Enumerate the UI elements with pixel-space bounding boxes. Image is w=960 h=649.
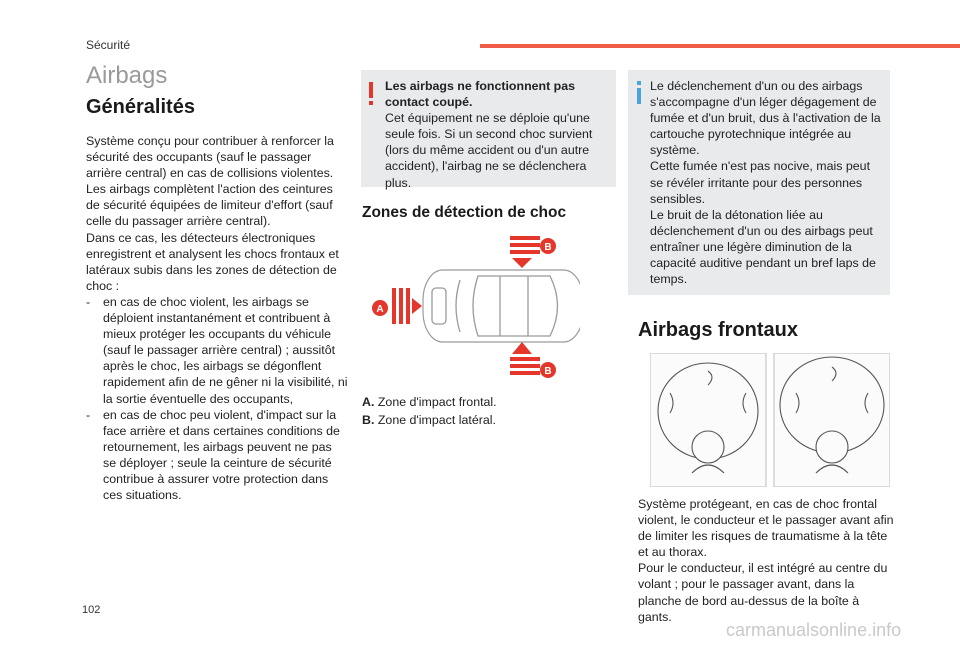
info-content (650, 78, 886, 287)
legend-text: Zone d'impact frontal. (377, 395, 497, 409)
legend-item (362, 394, 497, 410)
info-text-2: Cette fumée n'est pas nocive, mais peut se révéler irritante pour des personnes sensibles. (650, 159, 871, 206)
airbag-deployment-image (650, 353, 890, 487)
legend-text: Zone d'impact latéral. (377, 413, 496, 428)
section-label: Sécurité (86, 38, 131, 52)
info-icon (637, 88, 641, 104)
general-list (86, 294, 348, 503)
list-dash: - (86, 407, 91, 422)
label-b-top: B (544, 242, 552, 253)
watermark: carmanualsonline.info (726, 620, 902, 640)
legend-item (362, 412, 497, 428)
general-detail: Dans ce cas, les détecteurs électroniques enregistrent et analysent les chocs frontaux et latéraux subis dans les zones de détection de choc : (86, 230, 339, 293)
info-box (628, 70, 890, 295)
frontal-text-2: Pour le conducteur, il est intégré au centre du volant ; pour le passager avant, dans la planche de bord au-dessus de la boîte à gants. (638, 561, 888, 624)
list-item (86, 294, 348, 407)
frontal-body (638, 496, 894, 625)
warning-content (385, 78, 611, 191)
zones-legend (362, 394, 497, 430)
car-outline (423, 270, 580, 342)
general-intro: Système conçu pour contribuer à renforcer la sécurité des occupants (sauf le passager arrière central) en cas de collisions violentes. Les airbags complètent l'action des ceintures de sécurité équipées de limiteur d'effort (sauf celle du passager arrière central). (86, 134, 334, 229)
label-b-bottom: B (544, 366, 552, 377)
legend-key: A. (362, 395, 375, 409)
header-accent-bar (480, 44, 960, 48)
impact-arrows-top (510, 236, 540, 268)
page-title: Airbags (86, 62, 168, 89)
list-item (86, 407, 348, 504)
zones-heading: Zones de détection de choc (362, 204, 567, 221)
label-a: A (376, 304, 384, 315)
warning-box (361, 70, 616, 190)
legend-key: B. (362, 413, 375, 428)
impact-zones-diagram (360, 228, 580, 383)
info-icon-dot (637, 81, 641, 85)
list-item-text: en cas de choc violent, les airbags se déploient instantanément et contribuent à mieux protéger les occupants du véhicule (sauf le passager arrière central) ; aussitôt après le choc, les airbags se dégonflent rapidement afin de ne gêner ni la visibilité, ni la sortie éventuelle des occupants, (103, 294, 348, 406)
frontal-heading: Airbags frontaux (638, 319, 799, 341)
list-item-text: en cas de choc peu violent, d'impact sur la face arrière et dans certaines conditions de retournement, les airbags peuvent ne pas se déployer ; seule la ceinture de sécurité contribue à assurer votre protection dans ces situations. (103, 407, 340, 503)
frontal-text-1: Système protégeant, en cas de choc frontal violent, le conducteur et le passager avant afin de limiter les risques de traumatisme à la tête et au thorax. (638, 497, 894, 560)
warning-icon-dot (369, 101, 373, 105)
warning-title: Les airbags ne fonctionnent pas contact coupé. (385, 79, 576, 110)
general-heading: Généralités (86, 96, 195, 118)
info-text-1: Le déclenchement d'un ou des airbags s'accompagne d'un léger dégagement de fumée et d'un bruit, dus à l'activation de la cartouche pyrotechnique intégrée au système. (650, 79, 881, 158)
warning-icon (369, 82, 373, 98)
car-topview-illustration (360, 228, 580, 383)
warning-text: Cet équipement ne se déploie qu'une seule fois. Si un second choc survient (lors du même accident ou d'un autre accident), l'airbag ne se déclenchera plus. (385, 111, 593, 190)
impact-arrows-front (392, 288, 422, 324)
general-body (86, 133, 348, 503)
impact-arrows-bottom (510, 342, 540, 375)
info-text-3: Le bruit de la détonation liée au déclenchement d'un ou des airbags peut entraîner une légère diminution de la capacité auditive pendant un bref laps de temps. (650, 207, 876, 287)
list-dash: - (86, 294, 91, 309)
page-number: 102 (82, 604, 101, 616)
frontal-airbags-illustration (650, 353, 890, 487)
